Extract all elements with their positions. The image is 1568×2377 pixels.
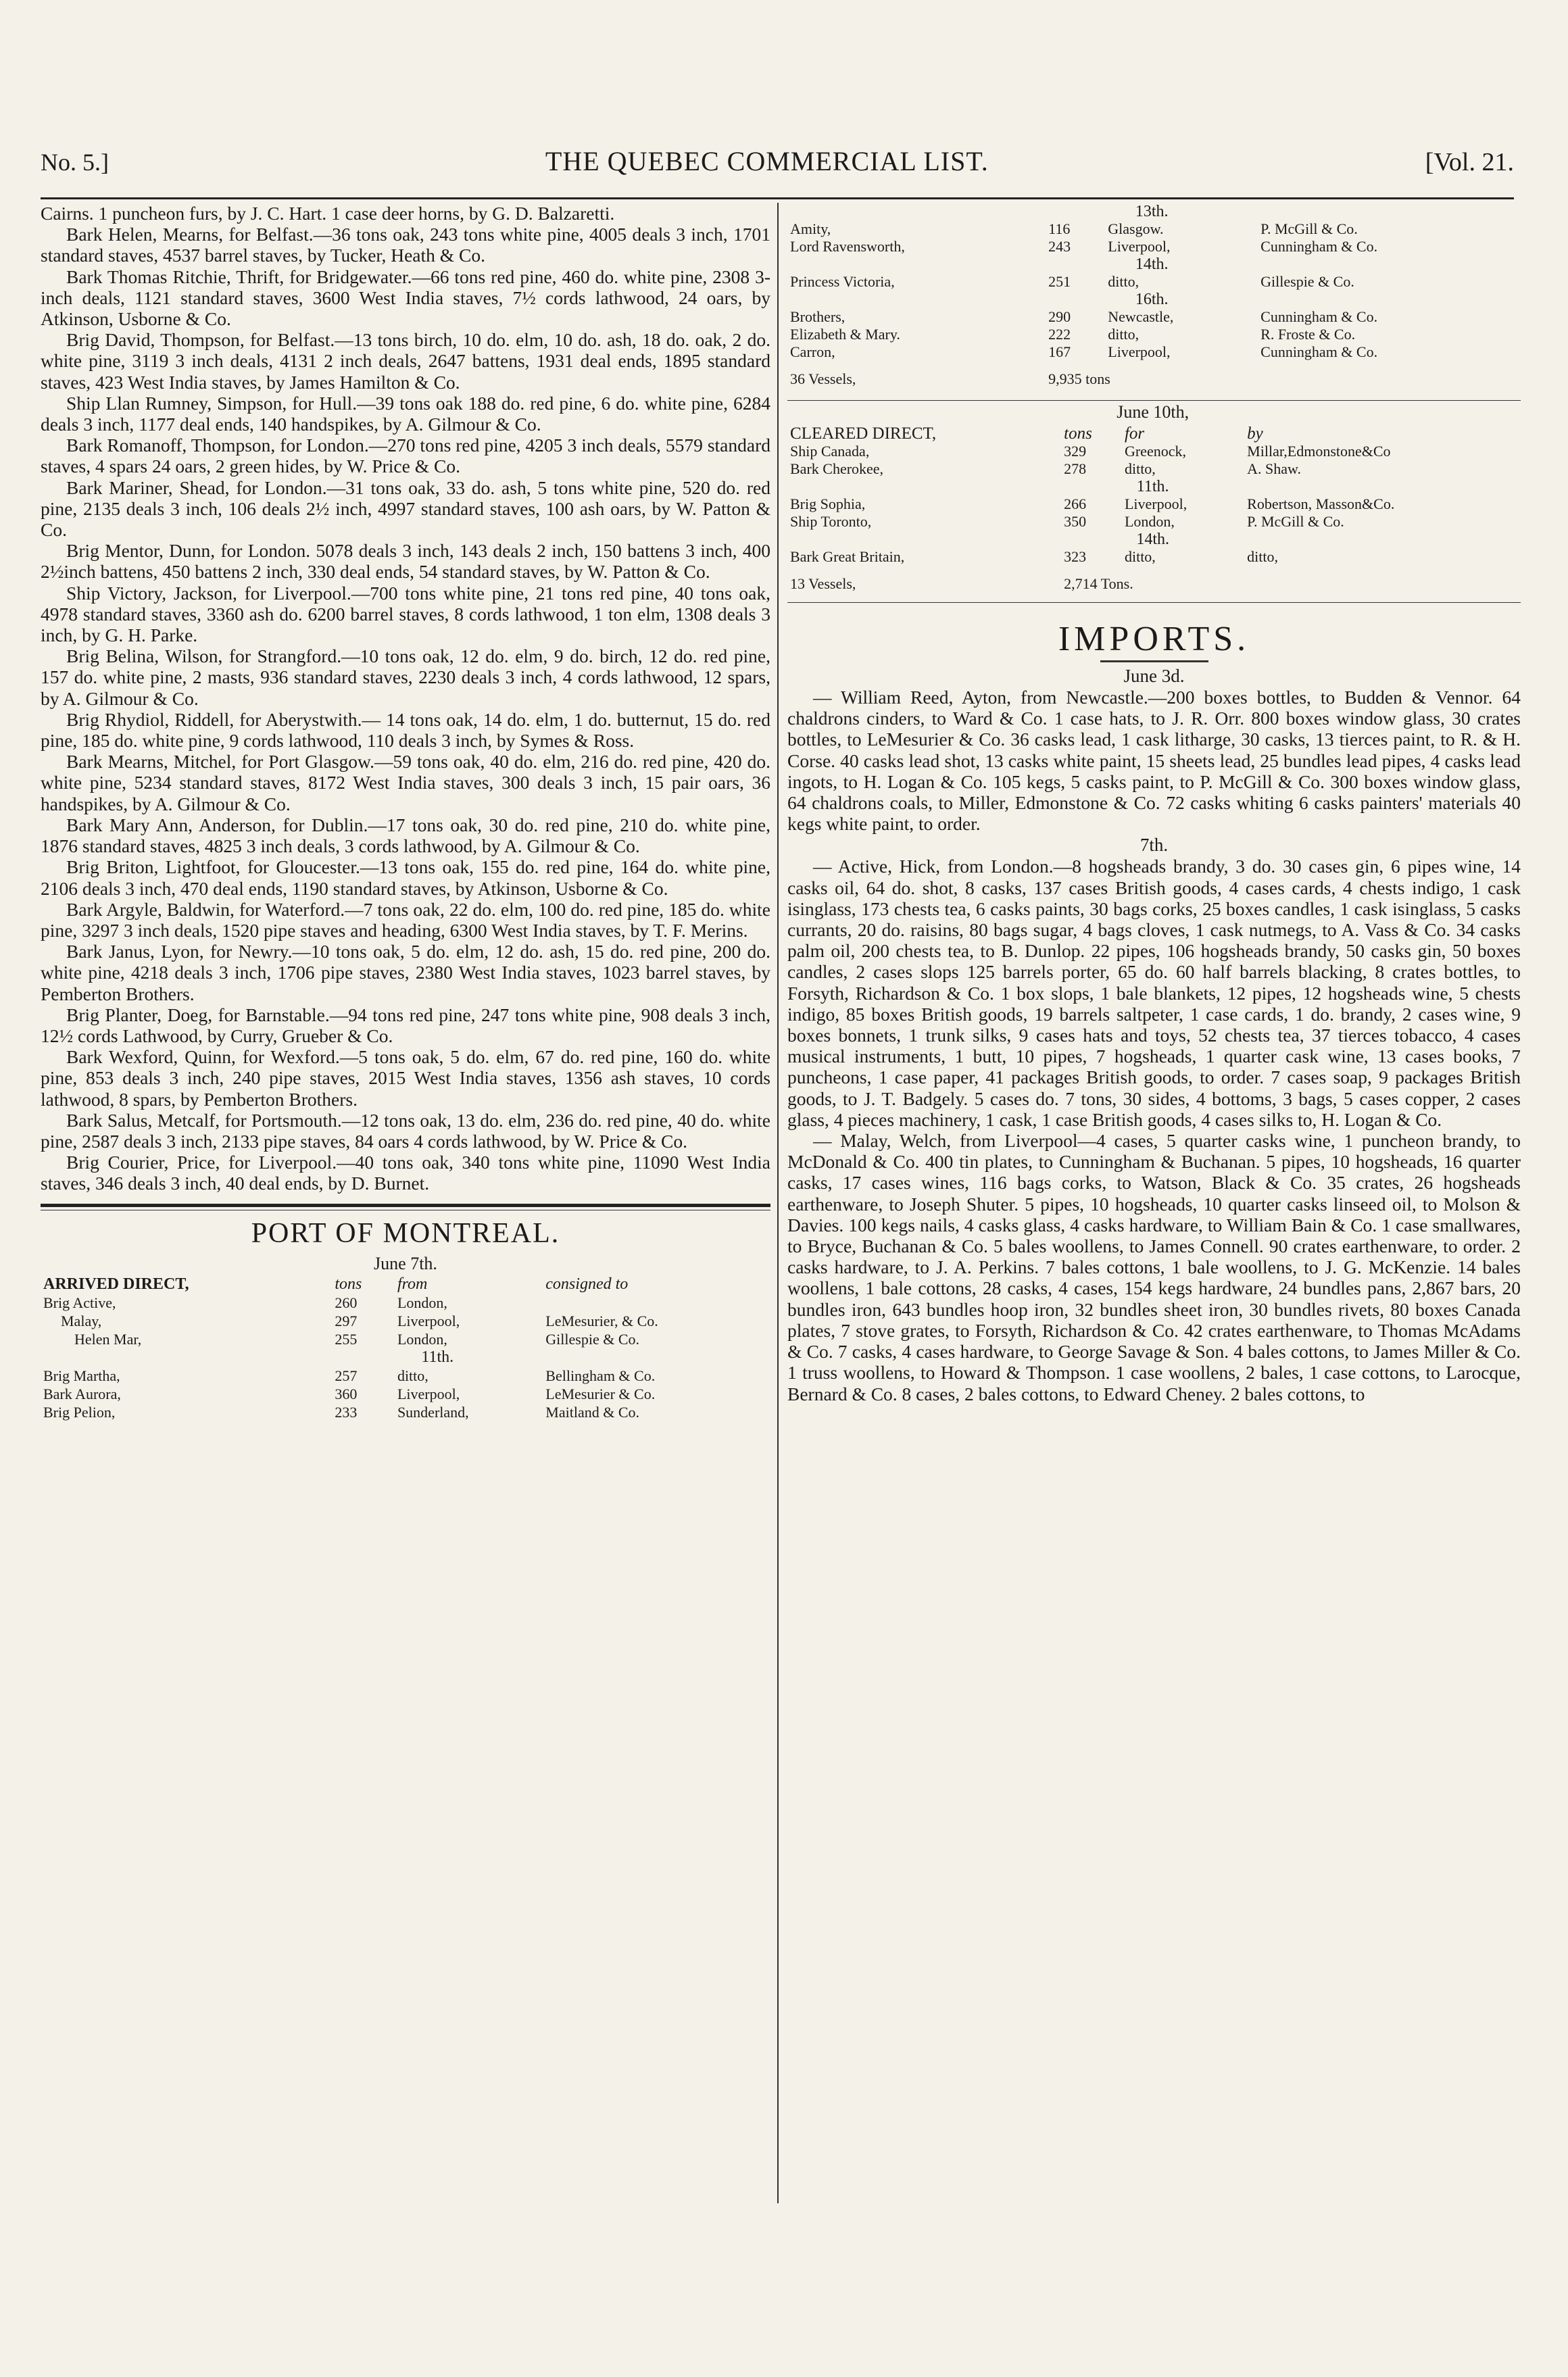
total-tons: 2,714 Tons. [1064,575,1133,592]
from-header: from [397,1275,428,1293]
table-row: Bark Great Britain, 323 ditto, ditto, [790,548,1279,565]
import-date: 7th. [1140,835,1169,856]
imports-heading: IMPORTS. [1058,620,1250,658]
heading-ornament [1100,660,1208,662]
table-row: Brig Active, 260 London, [43,1294,447,1311]
shipping-entry: Brig Briton, Lightfoot, for Gloucester.—13 tons oak, 155 do. red pine, 164 do. white pine, 2106 deals 3 inch, 470 deal ends, 1190 standard staves, by Atkinson, Usborne & Co. [41,856,770,899]
section-rule [41,1204,770,1207]
total-row [787,566,1521,593]
for-header: for [1124,424,1145,443]
total-row [787,361,1521,388]
table-row: Ship Canada, 329 Greenock, Millar,Edmonstone&Co [790,443,1391,460]
shipping-entry: Brig Courier, Price, for Liverpool.—40 tons oak, 340 tons white pine, 11090 West India staves, 346 deals 3 inch, 40 deal ends, by D. Burnet. [41,1152,770,1194]
shipping-entry: Cairns. 1 puncheon furs, by J. C. Hart. 1 case deer horns, by G. D. Balzaretti. [41,203,615,224]
column-divider [777,203,779,2203]
shipping-entry: Bark Janus, Lyon, for Newry.—10 tons oak, 5 do. elm, 12 do. ash, 15 do. red pine, 200 do. white pine, 4218 deals 3 inch, 1706 pipe staves, 2380 West India staves, 1023 barrel staves, by Pemberton Brothers. [41,941,770,1004]
issue-number: No. 5.] [41,149,109,176]
table-row: Bark Aurora, 360 Liverpool, LeMesurier & Co. [43,1385,656,1402]
table-row: Lord Ravensworth, 243 Liverpool, Cunningham & Co. [790,238,1378,255]
table-row: Malay, 297 Liverpool, LeMesurier, & Co. [61,1312,658,1329]
shipping-entry: Bark Argyle, Baldwin, for Waterford.—7 tons oak, 22 do. elm, 100 do. red pine, 185 do. white pine, 3297 3 inch deals, 1520 pipe staves and heading, 6300 West India staves, by T. F. Merins. [41,898,770,941]
total-vessels: 13 Vessels, [790,575,856,592]
table-row: Bark Cherokee, 278 ditto, A. Shaw. [790,460,1302,477]
import-entry: — William Reed, Ayton, from Newcastle.—200 boxes bottles, to Budden & Vennor. 64 chaldrons cinders, to Ward & Co. 1 case hats, to J. R. Orr. 800 boxes window glass, 30 crates bottles, to LeMesurier & Co. 36 casks lead, 1 cask litharge, 30 casks, 13 tierces paint, to R. & H. Corse. 40 casks lead shot, 13 casks white paint, 15 sheets lead, 25 bundles lead pipes, 4 casks lead ingots, to H. Logan & Co. 105 kegs, 5 casks paint, to P. McGill & Co. 300 boxes window glass, 64 chaldrons coals, to Miller, Edmonstone & Co. 72 casks whiting 6 casks painters' materials 40 kegs white paint, to order. [787,687,1521,835]
shipping-entry: Bark Mary Ann, Anderson, for Dublin.—17 tons oak, 30 do. red pine, 210 do. white pine, 1876 standard staves, 4825 3 inch deals, 3 cords lathwood, by A. Gilmour & Co. [41,814,770,857]
consigned-header: consigned to [545,1275,629,1293]
by-header: by [1247,424,1263,443]
header-rule [41,197,1514,199]
table-row: Brig Martha, 257 ditto, Bellingham & Co. [43,1367,656,1384]
shipping-entry: Brig Planter, Doeg, for Barnstable.—94 tons red pine, 247 tons white pine, 908 deals 3 inch, 12½ cords Lathwood, by Curry, Grueber & Co. [41,1004,770,1046]
shipping-entry: Bark Thomas Ritchie, Thrift, for Bridgewater.—66 tons red pine, 460 do. white pine, 2308 3-inch deals, 1121 standard staves, 3600 West India staves, 7½ cords lathwood, 24 oars, by Atkinson, Usborne & Co. [41,266,770,330]
shipping-entry: Bark Wexford, Quinn, for Wexford.—5 tons oak, 5 do. elm, 67 do. red pine, 160 do. white pine, 853 deals 3 inch, 240 pipe staves, 2015 West India staves, 1356 ash staves, 10 cords lathwood, 8 spars, by Pemberton Brothers. [41,1046,770,1110]
shipping-entry: Brig Rhydiol, Riddell, for Aberystwith.— 14 tons oak, 14 do. elm, 1 do. butternut, 15 do. red pine, 185 do. white pine, 9 cords lathwood, 110 deals 3 inch, by Symes & Ross. [41,708,770,752]
total-vessels: 36 Vessels, [790,370,856,387]
shipping-entry: Ship Victory, Jackson, for Liverpool.—700 tons white pine, 21 tons red pine, 40 tons oak, 4978 standard staves, 3360 ash do. 6200 barrel staves, 8 cords lathwood, 1 ton elm, 1308 deals 3 inch, by G. H. Parke. [41,582,770,646]
shipping-entry: Brig Belina, Wilson, for Strangford.—10 tons oak, 12 do. elm, 9 do. birch, 12 do. red pine, 157 do. white pine, 2 masts, 936 standard staves, 2230 deals 3 inch, 4 cords lathwood, 12 spars, by A. Gilmour & Co. [41,645,770,709]
total-tons: 9,935 tons [1048,370,1110,387]
arrivals-table [41,1275,770,1421]
shipping-entry: Bark Mariner, Shead, for London.—31 tons oak, 33 do. ash, 5 tons white pine, 520 do. red pine, 2135 deals 3 inch, 106 deals 2½ inch, 4997 standard staves, 100 ash oars, by W. Patton & Co. [41,476,770,541]
date-label: 14th. [1136,531,1169,548]
page-title: THE QUEBEC COMMERCIAL LIST. [545,146,989,176]
shipping-entry: Brig David, Thompson, for Belfast.—13 tons birch, 10 do. elm, 10 do. ash, 18 do. oak, 2 do. white pine, 3119 3 inch deals, 4131 2 inch deals, 2647 battens, 1931 deal ends, 1895 standard staves, 423 West India staves, by James Hamilton & Co. [41,329,770,393]
cleared-date: June 10th, [1117,402,1190,422]
date-label: 11th. [1136,478,1169,495]
import-entry: — Active, Hick, from London.—8 hogsheads brandy, 3 do. 30 cases gin, 6 pipes wine, 14 casks oil, 64 do. shot, 8 casks, 137 cases British goods, 4 cases cards, 4 chests indigo, 1 cask isinglass, 173 chests tea, 6 casks paints, 30 bags corks, 25 boxes candles, 1 cask isinglass, 5 casks currants, 20 do. raisins, 80 bags sugar, 4 bags cloves, 1 cask nutmegs, to A. Vass & Co. 34 casks palm oil, 200 chests tea, to B. Dunlop. 22 pipes, 106 hogsheads brandy, 50 casks gin, 50 boxes candles, 2 cases slops 125 barrels porter, 65 do. 60 half barrels blacking, 8 crates bottles, to Forsyth, Richardson & Co. 1 box slops, 1 bale blankets, 12 pipes, 12 hogsheads wine, 5 chests indigo, 85 boxes British goods, 19 barrels saltpeter, 1 case cards, 1 do. brandy, 2 cases wine, 9 boxes bonnets, 1 trunk silks, 9 cases hats and toys, 52 chests tea, 37 tierces tobacco, 4 cases musical instruments, 1 butt, 10 pipes, 7 hogsheads, 1 quarter cask wine, 13 cases books, 7 puncheons, 1 case paper, 41 packages British goods, to order. 7 cases soap, 9 packages British goods, to J. T. Badgely. 5 cases do. 7 tons, 30 sides, 4 bottoms, 3 bags, 5 cases copper, 2 cases glass, 4 pieces machinery, 1 cask, 1 case British goods, 4 cases silks to, H. Logan & Co. [787,856,1521,1130]
table-row: Brothers, 290 Newcastle, Cunningham & Co. [790,308,1378,325]
tons-header: tons [335,1275,362,1293]
shipping-entry: Bark Romanoff, Thompson, for London.—270 tons red pine, 4205 3 inch deals, 5579 standard staves, 4 spars 24 oars, 2 green hides, by W. Price & Co. [41,435,770,477]
table-row: Brig Sophia, 266 Liverpool, Robertson, Masson&Co. [790,495,1395,512]
date-label: 16th. [1135,291,1169,308]
date-label: 11th. [421,1348,454,1366]
section-header: CLEARED DIRECT, [790,424,937,443]
shipping-entry: Brig Mentor, Dunn, for London. 5078 deals 3 inch, 143 deals 2 inch, 150 battens 3 inch, 400 2½inch battens, 450 battens 2 inch, 330 deal ends, 54 standard staves, by W. Patton & Co. [41,540,770,583]
volume-number: [Vol. 21. [1425,148,1514,176]
shipping-entry: Bark Helen, Mearns, for Belfast.—36 tons oak, 243 tons white pine, 4005 deals 3 inch, 1701 standard staves, 4537 barrel staves, by Tucker, Heath & Co. [41,224,770,266]
tons-header: tons [1064,424,1092,443]
date-label: 14th. [1135,255,1169,273]
section-rule [787,602,1521,603]
right-column [787,203,1521,1404]
shipping-entry: Bark Mearns, Mitchel, for Port Glasgow.—59 tons oak, 40 do. elm, 216 do. red pine, 420 do. white pine, 5234 standard staves, 8172 West India staves, 300 deals 3 inch, 15 pair oars, 36 handspikes, by A. Gilmour & Co. [41,751,770,814]
port-of-montreal-title: PORT OF MONTREAL. [251,1217,560,1249]
table-row: Amity, 116 Glasgow. P. McGill & Co. [790,220,1358,237]
table-row: Carron, 167 Liverpool, Cunningham & Co. [790,343,1378,360]
table-row: Helen Mar, 255 London, Gillespie & Co. [74,1330,639,1348]
cleared-table [787,403,1521,593]
import-date: June 3d. [1123,666,1185,686]
section-rule [787,400,1521,401]
shipping-entry: Bark Salus, Metcalf, for Portsmouth.—12 tons oak, 13 do. elm, 236 do. red pine, 40 do. white pine, 2587 deals 3 inch, 2133 pipe staves, 84 oars 4 cords lathwood, by W. Price & Co. [41,1109,770,1152]
table-row: Ship Toronto, 350 London, P. McGill & Co. [790,513,1344,530]
page-header [41,145,1514,193]
arrival-date: June 7th. [374,1253,437,1273]
section-header: ARRIVED DIRECT, [43,1275,189,1293]
left-column [41,203,770,1421]
arrivals-continued-table [787,203,1521,388]
import-entry: — Malay, Welch, from Liverpool—4 cases, 5 quarter casks wine, 1 puncheon brandy, to McDonald & Co. 400 tin plates, to Cunningham & Buchanan. 5 pipes, 10 hogsheads, 16 quarter casks, 17 cases wines, 116 bags corks, to Watson, Black & Co. 35 crates, 26 hogsheads earthenware, to Joseph Shuter. 5 pipes, 10 hogsheads, 10 quarter casks linseed oil, to Molson & Davies. 100 kegs nails, 4 casks glass, 4 casks hardware, to William Bain & Co. 1 case smallwares, to Bryce, Buchanan & Co. 5 bales woollens, to James Connell. 90 crates earthenware, to order. 2 casks hardware, to J. A. Perkins. 7 bales cottons, 1 bale woollens, to J. G. McKenzie. 14 bales woollens, 1 bale cottons, 28 casks, 4 cases, 154 kegs hardware, 24 bundles pans, 2,867 bars, 20 bundles iron, 643 bundles hoop iron, 32 bundles sheet iron, 30 bundles rivets, 80 boxes Canada plates, 7 stove grates, to Forsyth, Richardson & Co. 42 crates earthenware, to Thomas McAdams & Co. 7 casks, 4 cases hardware, to George Savage & Son. 4 bales cottons, to James Miller & Co. 1 truss woollens, to Howard & Thompson. 1 case woollens, 2 bales, 1 case cottons, to Larocque, Bernard & Co. 8 cases, 2 bales cottons, to Edward Cheney. 2 bales cottons, to [787,1130,1521,1404]
date-label: 13th. [1135,203,1169,220]
shipping-entry: Ship Llan Rumney, Simpson, for Hull.—39 tons oak 188 do. red pine, 6 do. white pine, 6284 deals 3 inch, 1177 deal ends, 140 handspikes, by A. Gilmour & Co. [41,392,770,435]
table-row: Elizabeth & Mary. 222 ditto, R. Froste & Co. [790,326,1356,343]
table-row: Princess Victoria, 251 ditto, Gillespie & Co. [790,273,1354,290]
table-row: Brig Pelion, 233 Sunderland, Maitland & Co. [43,1403,639,1421]
